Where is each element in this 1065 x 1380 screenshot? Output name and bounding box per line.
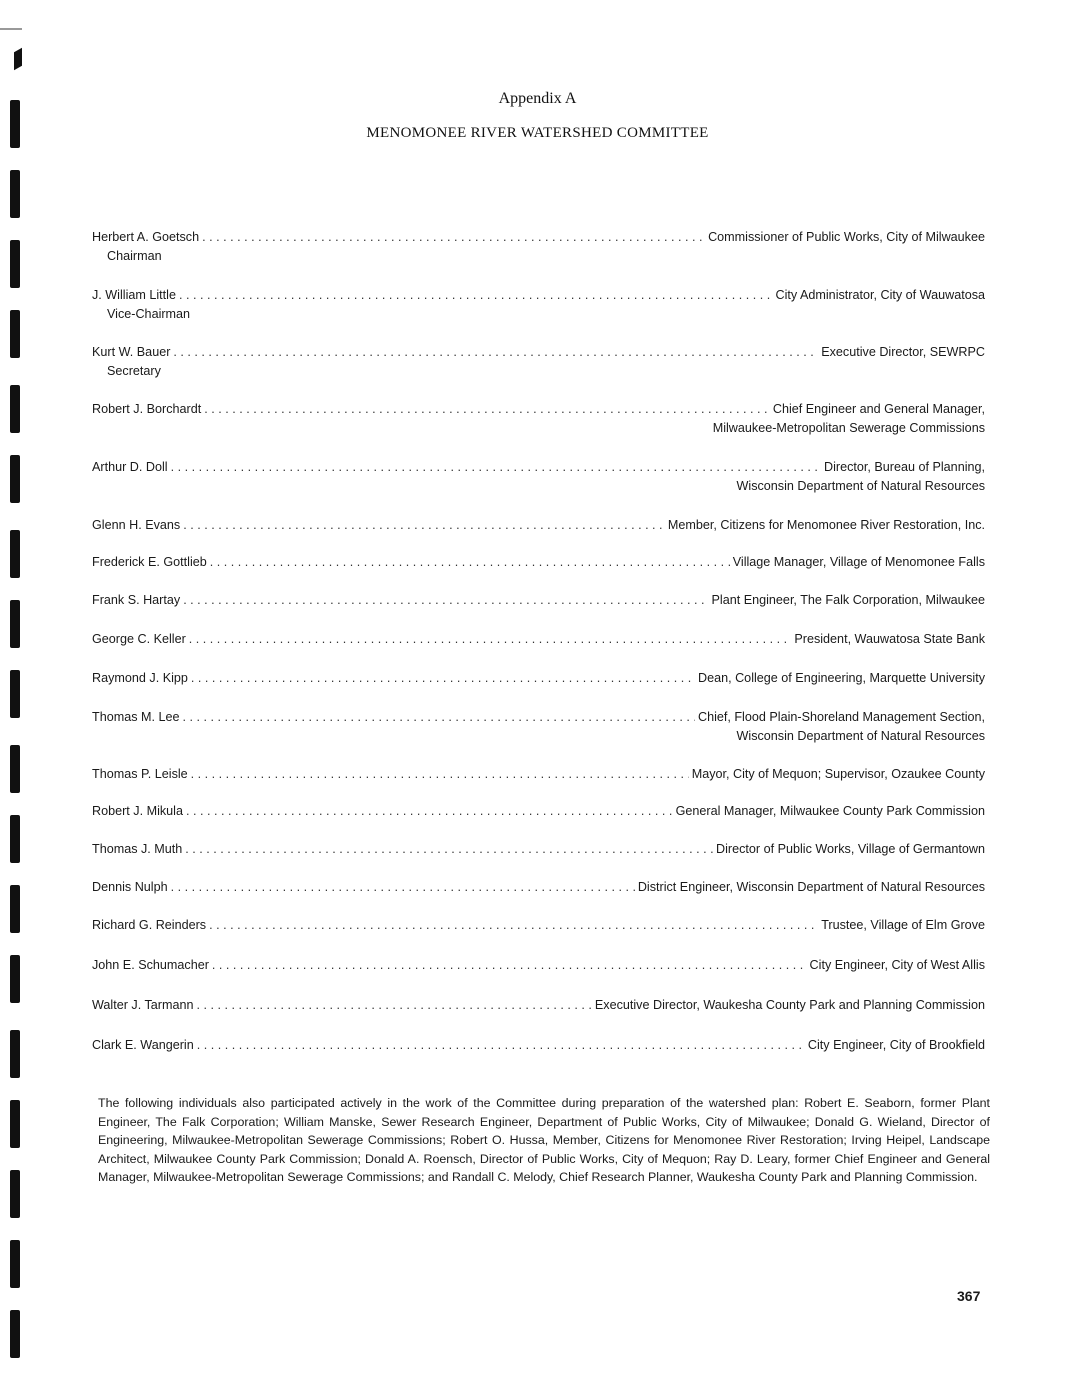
member-name: George C. Keller — [92, 632, 186, 646]
dot-leader — [191, 765, 689, 784]
member-title: General Manager, Milwaukee County Park Commission — [675, 804, 985, 818]
member-entry — [92, 802, 985, 821]
member-title: City Engineer, City of West Allis — [809, 958, 985, 972]
member-title: Plant Engineer, The Falk Corporation, Milwaukee — [711, 593, 985, 607]
member-name: Herbert A. Goetsch — [92, 230, 200, 244]
member-entry — [92, 916, 985, 935]
member-entry — [92, 228, 985, 266]
member-entry — [92, 840, 985, 859]
dot-leader — [186, 802, 673, 821]
member-role: Vice-Chairman — [107, 307, 191, 321]
member-entry — [92, 286, 985, 324]
member-title: Chief, Flood Plain-Shoreland Management Section, — [697, 710, 985, 724]
member-title: District Engineer, Wisconsin Department of Natural Resources — [637, 880, 985, 894]
member-entry — [92, 996, 985, 1015]
dot-leader — [204, 400, 770, 419]
member-name: Robert J. Borchardt — [92, 402, 202, 416]
member-title: Member, Citizens for Menomonee River Restoration, Inc. — [667, 518, 985, 532]
member-entry — [92, 1036, 985, 1055]
page-number: 367 — [957, 1288, 981, 1304]
dot-leader — [197, 1036, 805, 1055]
member-title: Executive Director, Waukesha County Park and Planning Commission — [594, 998, 985, 1012]
member-title: Director, Bureau of Planning, — [823, 460, 985, 474]
member-name: Thomas P. Leisle — [92, 767, 188, 781]
member-name: Clark E. Wangerin — [92, 1038, 194, 1052]
member-name: Thomas M. Lee — [92, 710, 180, 724]
member-role: Chairman — [107, 249, 162, 263]
member-title: President, Wauwatosa State Bank — [794, 632, 985, 646]
member-name: J. William Little — [92, 288, 176, 302]
member-title: City Engineer, City of Brookfield — [807, 1038, 985, 1052]
member-name: John E. Schumacher — [92, 958, 209, 972]
member-title: City Administrator, City of Wauwatosa — [775, 288, 985, 302]
member-entry — [92, 458, 985, 496]
dot-leader — [196, 996, 591, 1015]
dot-leader — [202, 228, 705, 247]
member-entry — [92, 591, 985, 610]
member-title: Dean, College of Engineering, Marquette University — [697, 671, 985, 685]
dot-leader — [191, 669, 695, 688]
dot-leader — [173, 343, 818, 362]
member-title: Chief Engineer and General Manager, — [772, 402, 985, 416]
member-entry — [92, 765, 985, 784]
member-name: Robert J. Mikula — [92, 804, 183, 818]
member-entry — [92, 669, 985, 688]
member-title-cont: Wisconsin Department of Natural Resources — [736, 479, 985, 493]
member-title-cont: Milwaukee-Metropolitan Sewerage Commissions — [712, 421, 985, 435]
member-title: Executive Director, SEWRPC — [821, 345, 985, 359]
member-name: Richard G. Reinders — [92, 918, 207, 932]
member-name: Frank S. Hartay — [92, 593, 181, 607]
dot-leader — [183, 708, 695, 727]
dot-leader — [185, 840, 713, 859]
dot-leader — [209, 916, 818, 935]
member-title: Director of Public Works, Village of Germantown — [715, 842, 985, 856]
member-name: Kurt W. Bauer — [92, 345, 171, 359]
member-title: Mayor, City of Mequon; Supervisor, Ozaukee County — [691, 767, 985, 781]
member-name: Thomas J. Muth — [92, 842, 183, 856]
member-entry — [92, 878, 985, 897]
member-title: Village Manager, Village of Menomonee Falls — [732, 555, 985, 569]
member-name: Walter J. Tarmann — [92, 998, 194, 1012]
member-entry — [92, 400, 985, 438]
appendix-heading: Appendix A — [498, 90, 577, 107]
member-name: Dennis Nulph — [92, 880, 168, 894]
dot-leader — [183, 591, 708, 610]
member-name: Frederick E. Gottlieb — [92, 555, 207, 569]
dot-leader — [183, 516, 665, 535]
member-role: Secretary — [107, 364, 161, 378]
binder-holes — [10, 0, 24, 1380]
member-entry — [92, 343, 985, 381]
member-name: Glenn H. Evans — [92, 518, 181, 532]
dot-leader — [171, 878, 635, 897]
member-entry — [92, 630, 985, 649]
member-title-cont: Wisconsin Department of Natural Resources — [736, 729, 985, 743]
participants-note: The following individuals also participated actively in the work of the Committee during preparation of the watershed plan: Robert E. Seaborn, former Plant Engineer, The Falk Corporation; William Manske, Sewer Research Engineer, Department of Public Works, City of Milwaukee; Donald G. Wieland, Director of Engineering, Milwaukee-Metropolitan Sewerage Commissions; Robert O. Hussa, Member, Citizens for Menomonee River Restoration; Irving Heipel, Landscape Architect, Milwaukee County Park Commission; Donald A. Roensch, Director of Public Works, City of Mequon; Ray D. Leary, former Chief Engineer and General Manager, Milwaukee-Metropolitan Sewerage Commissions; and Randall C. Melody, Chief Research Planner, Waukesha County Park and Planning Commission. — [98, 1096, 990, 1185]
dot-leader — [212, 956, 807, 975]
member-title: Commissioner of Public Works, City of Milwaukee — [708, 230, 985, 244]
dot-leader — [210, 553, 730, 572]
committee-heading: MENOMONEE RIVER WATERSHED COMMITTEE — [366, 125, 709, 141]
member-title: Trustee, Village of Elm Grove — [821, 918, 985, 932]
member-entry — [92, 956, 985, 975]
dot-leader — [171, 458, 821, 477]
member-name: Raymond J. Kipp — [92, 671, 188, 685]
dot-leader — [179, 286, 773, 305]
member-name: Arthur D. Doll — [92, 460, 168, 474]
member-entry — [92, 708, 985, 746]
member-entry — [92, 516, 985, 535]
dot-leader — [189, 630, 792, 649]
member-entry — [92, 553, 985, 572]
